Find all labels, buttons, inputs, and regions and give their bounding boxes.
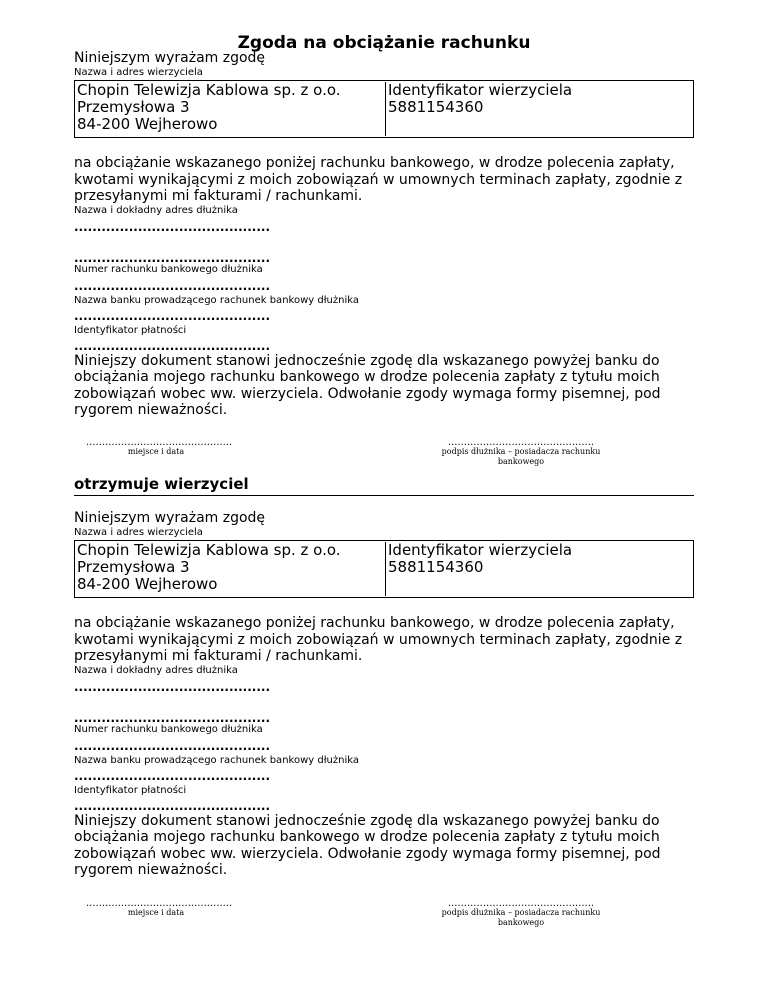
debtor-signature [426,900,616,928]
place-date-field[interactable]: .............................................. [86,437,233,448]
bank-consent-line: obciążania mojego rachunku bankowego w drodze polecenia zapłaty z tytułu moich [74,369,660,385]
creditor-name: Chopin Telewizja Kablowa sp. z o.o. [77,81,341,99]
creditor-label: Nazwa i adres wierzyciela [74,527,203,538]
authorization-line: na obciążanie wskazanego poniżej rachunku bankowego, w drodze polecenia zapłaty, [74,155,675,171]
signature-label: podpis dłużnika – posiadacza rachunku bankowego [441,447,601,466]
consent-form-creditor-copy [74,510,694,879]
account-number-field[interactable]: ........................................... [74,738,271,753]
debtor-name-field[interactable]: ........................................... [74,219,271,234]
creditor-street: Przemysłowa 3 [77,98,190,116]
consent-statement: Niniejszym wyrażam zgodę [74,510,266,526]
bank-label: Nazwa banku prowadzącego rachunek bankowy dłużnika [74,294,359,306]
payment-id-label: Identyfikator płatności [74,324,187,336]
place-date-label: miejsce i data [127,908,185,917]
creditor-address [77,542,341,593]
account-label: Numer rachunku bankowego dłużnika [74,723,263,735]
bank-consent-line: Niniejszy dokument stanowi jednocześnie zgodę dla wskazanego powyżej banku do [74,352,660,369]
payment-id-field[interactable]: ........................................... [74,798,271,813]
signature-field[interactable]: .............................................. [447,898,595,909]
account-label: Numer rachunku bankowego dłużnika [74,263,263,275]
creditor-id-value: 5881154360 [388,558,484,576]
account-number-field[interactable]: ........................................... [74,278,271,293]
consent-statement: Niniejszym wyrażam zgodę [74,50,266,66]
creditor-city: 84-200 Wejherowo [77,115,218,133]
debtor-label: Nazwa i dokładny adres dłużnika [74,204,238,216]
debtor-name-field[interactable]: ........................................... [74,679,271,694]
creditor-city: 84-200 Wejherowo [77,575,218,593]
authorization-paragraph [74,615,694,665]
creditor-identifier [385,82,694,136]
signature-label: podpis dłużnika – posiadacza rachunku bankowego [441,908,601,927]
authorization-paragraph [74,155,694,205]
creditor-id-label: Identyfikator wierzyciela [388,541,573,559]
document-title: Zgoda na obciążanie rachunku [237,33,531,53]
bank-consent-line: zobowiązań wobec ww. wierzyciela. Odwołanie zgody wymaga formy pisemnej, pod [74,845,661,862]
authorization-line: kwotami wynikającymi z moich zobowiązań w umownych terminach zapłaty, zgodnie z [74,171,683,188]
creditor-copy-heading: otrzymuje wierzyciel [74,475,694,496]
debtor-address-field[interactable]: ........................................... [74,710,271,725]
bank-consent-paragraph [74,813,694,879]
bank-consent-line: obciążania mojego rachunku bankowego w drodze polecenia zapłaty z tytułu moich [74,829,660,845]
payment-id-label: Identyfikator płatności [74,784,187,796]
creditor-label: Nazwa i adres wierzyciela [74,67,203,78]
creditor-street: Przemysłowa 3 [77,558,190,576]
payment-id-field[interactable]: ........................................... [74,338,271,353]
authorization-line: na obciążanie wskazanego poniżej rachunku bankowego, w drodze polecenia zapłaty, [74,615,675,631]
bank-consent-paragraph [74,353,694,419]
authorization-line: przesyłanymi mi fakturami / rachunkami. [74,188,363,204]
authorization-line: kwotami wynikającymi z moich zobowiązań w umownych terminach zapłaty, zgodnie z [74,631,683,648]
bank-consent-line: Niniejszy dokument stanowi jednocześnie zgodę dla wskazanego powyżej banku do [74,812,660,829]
bank-consent-line: rygorem nieważności. [74,862,228,878]
bank-name-field[interactable]: ........................................... [74,768,271,783]
debtor-signature [426,439,616,467]
creditor-box [74,540,694,598]
consent-form-debtor-copy [74,50,694,419]
creditor-address [77,82,341,133]
place-date-signature [86,437,233,457]
creditor-box [74,80,694,138]
creditor-id-value: 5881154360 [388,98,484,116]
signature-field[interactable]: .............................................. [447,437,595,448]
bank-label: Nazwa banku prowadzącego rachunek bankowy dłużnika [74,754,359,766]
place-date-label: miejsce i data [127,447,185,456]
authorization-line: przesyłanymi mi fakturami / rachunkami. [74,648,363,664]
bank-name-field[interactable]: ........................................... [74,308,271,323]
debtor-label: Nazwa i dokładny adres dłużnika [74,664,238,676]
creditor-name: Chopin Telewizja Kablowa sp. z o.o. [77,541,341,559]
place-date-signature [86,898,233,918]
place-date-field[interactable]: .............................................. [86,898,233,909]
creditor-id-label: Identyfikator wierzyciela [388,81,573,99]
bank-consent-line: zobowiązań wobec ww. wierzyciela. Odwołanie zgody wymaga formy pisemnej, pod [74,385,661,402]
debtor-address-field[interactable]: ........................................... [74,250,271,265]
bank-consent-line: rygorem nieważności. [74,402,228,418]
creditor-identifier [385,542,694,596]
